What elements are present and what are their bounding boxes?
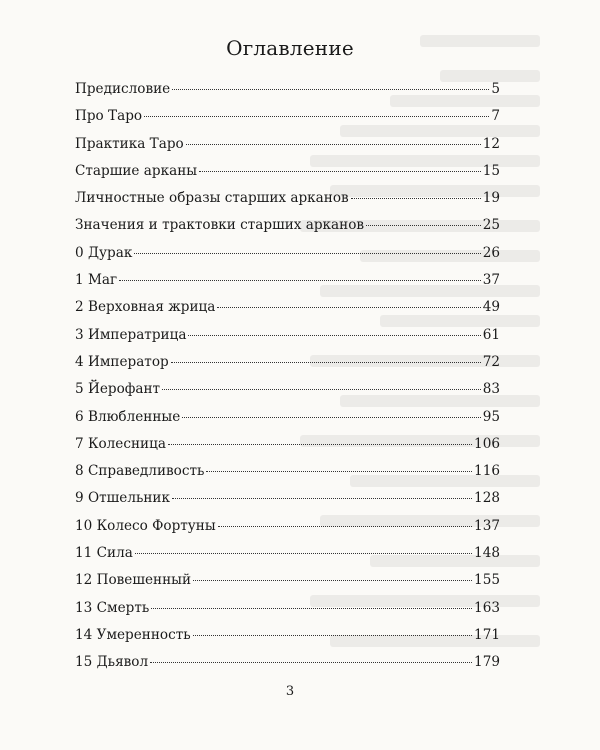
- toc-entry-title: 9 Отшельник: [75, 490, 170, 507]
- toc-entry[interactable]: [75, 649, 500, 676]
- dot-leader: [150, 662, 472, 663]
- dot-leader: [206, 471, 472, 472]
- toc-entry-title: 10 Колесо Фортуны: [75, 517, 216, 534]
- toc-entry-page: 37: [482, 272, 500, 289]
- toc-entry-page: 7: [491, 108, 500, 125]
- toc-entry-title: Личностные образы старших арканов: [75, 190, 349, 207]
- toc-entry-title: 7 Колесница: [75, 435, 166, 452]
- toc-entry-page: 106: [474, 435, 500, 452]
- toc-entry-page: 15: [482, 162, 500, 179]
- toc-entry-page: 19: [482, 190, 500, 207]
- toc-entry-title: 11 Сила: [75, 545, 133, 562]
- dot-leader: [351, 198, 481, 199]
- toc-entry-page: 49: [482, 299, 500, 316]
- dot-leader: [217, 307, 480, 308]
- toc-entry-page: 25: [482, 217, 500, 234]
- toc-entry[interactable]: [75, 376, 500, 403]
- dot-leader: [218, 526, 472, 527]
- toc-entry-page: 163: [474, 599, 500, 616]
- toc-entry[interactable]: [75, 185, 500, 212]
- toc-entry-title: Значения и трактовки старших арканов: [75, 217, 365, 234]
- toc-entry-page: 72: [482, 353, 500, 370]
- dot-leader: [168, 444, 472, 445]
- toc-entry[interactable]: [75, 131, 500, 158]
- toc-entry-page: 137: [474, 517, 500, 534]
- toc-entry[interactable]: [75, 103, 500, 130]
- toc-entry-title: 2 Верховная жрица: [75, 299, 216, 316]
- toc-entry-page: 5: [491, 81, 500, 97]
- dot-leader: [151, 608, 472, 609]
- toc-entry[interactable]: [75, 540, 500, 567]
- dot-leader: [188, 335, 480, 336]
- toc-entry-page: 179: [474, 654, 500, 671]
- toc-entry[interactable]: [75, 322, 500, 349]
- toc-entry-title: 3 Императрица: [75, 326, 187, 343]
- dot-leader: [193, 580, 472, 581]
- toc-entry-page: 155: [474, 572, 500, 589]
- toc-entry[interactable]: [75, 431, 500, 458]
- dot-leader: [193, 635, 472, 636]
- toc-entry[interactable]: [75, 513, 500, 540]
- toc-entry[interactable]: [75, 404, 500, 431]
- toc-entry[interactable]: [75, 595, 500, 622]
- toc-entry[interactable]: [75, 622, 500, 649]
- toc-entry[interactable]: [75, 485, 500, 512]
- toc-entry-title: Старшие арканы: [75, 162, 198, 179]
- toc-entry[interactable]: [75, 458, 500, 485]
- page-number: 3: [285, 684, 295, 699]
- toc-entry-page: 128: [474, 490, 500, 507]
- dot-leader: [162, 389, 481, 390]
- toc-entry-title: 0 Дурак: [75, 244, 133, 261]
- toc-entry-title: Про Таро: [75, 108, 143, 125]
- toc-entry-page: 148: [474, 545, 500, 562]
- dot-leader: [199, 171, 481, 172]
- toc-entry-title: 1 Маг: [75, 272, 118, 289]
- toc-entry-title: 12 Повешенный: [75, 572, 192, 589]
- toc-entry[interactable]: [75, 76, 500, 103]
- toc-entry-page: 116: [474, 463, 500, 480]
- toc-entry-page: 26: [482, 244, 500, 261]
- toc-entry-page: 95: [482, 408, 500, 425]
- toc-heading: Оглавление: [226, 36, 354, 60]
- toc-entry[interactable]: [75, 267, 500, 294]
- toc-entry[interactable]: [75, 349, 500, 376]
- toc-entry[interactable]: [75, 294, 500, 321]
- toc-entry-title: 8 Справедливость: [75, 463, 205, 480]
- toc-entry[interactable]: [75, 567, 500, 594]
- dot-leader: [171, 362, 481, 363]
- toc-entry[interactable]: [75, 240, 500, 267]
- dot-leader: [134, 253, 480, 254]
- toc-entry-title: 15 Дьявол: [75, 654, 149, 671]
- dot-leader: [366, 225, 481, 226]
- toc-entry-page: 171: [474, 626, 500, 643]
- toc-entry-title: Предисловие: [75, 81, 171, 97]
- toc-entry[interactable]: [75, 158, 500, 185]
- dot-leader: [186, 144, 481, 145]
- toc-entry-page: 83: [482, 381, 500, 398]
- dot-leader: [172, 89, 489, 90]
- toc-entry-page: 61: [482, 326, 500, 343]
- dot-leader: [144, 116, 489, 117]
- table-of-contents: [75, 76, 500, 677]
- toc-entry[interactable]: [75, 212, 500, 239]
- dot-leader: [135, 553, 472, 554]
- toc-entry-title: 6 Влюбленные: [75, 408, 181, 425]
- dot-leader: [182, 417, 480, 418]
- toc-entry-page: 12: [482, 135, 500, 152]
- toc-entry-title: Практика Таро: [75, 135, 184, 152]
- toc-entry-title: 5 Йерофант: [75, 381, 161, 398]
- dot-leader: [172, 498, 472, 499]
- toc-entry-title: 13 Смерть: [75, 599, 150, 616]
- toc-entry-title: 4 Император: [75, 353, 169, 370]
- toc-entry-title: 14 Умеренность: [75, 626, 191, 643]
- dot-leader: [119, 280, 481, 281]
